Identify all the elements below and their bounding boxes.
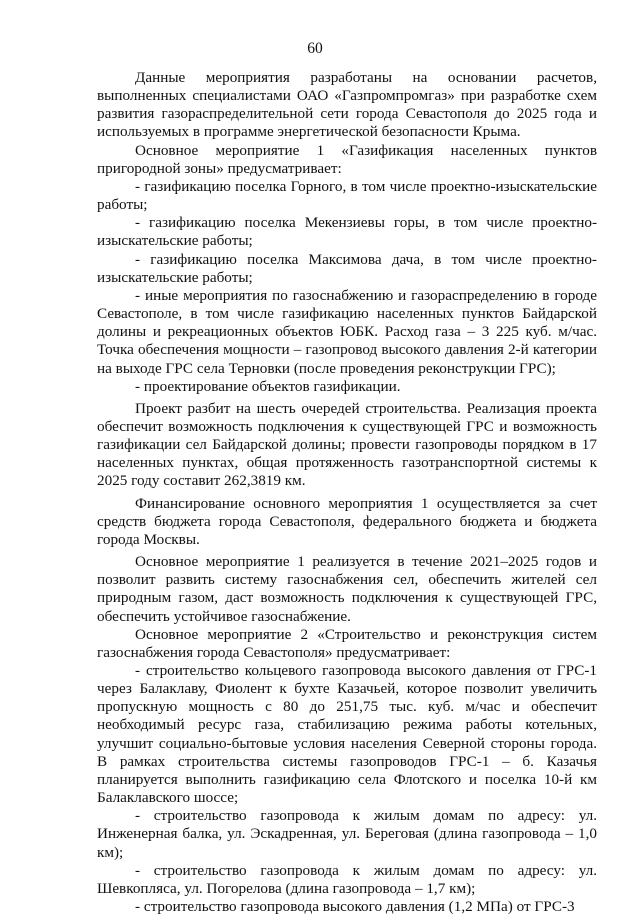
paragraph-intro: Данные мероприятия разработаны на основании расчетов, выполненных специалистами ОАО «Газпромпромгаз» при разработке схем развития газораспределительной сети города Севастополя до 2025 года и используемых в программе энергетической безопасности Крыма. — [97, 69, 597, 141]
list-item-mekenzievy-gory: - газификацию поселка Мекензиевы горы, в том числе проектно-изыскательские работы; — [97, 214, 597, 250]
list-item-maksimova-dacha: - газификацию поселка Максимова дача, в том числе проектно-изыскательские работы; — [97, 250, 597, 286]
page-number: 60 — [307, 40, 323, 57]
paragraph-project-stages: Проект разбит на шесть очередей строительства. Реализация проекта обеспечит возможность подключения к существующей ГРС и возможность газификации сел Байдарской долины; провести газопроводы порядком в 17 населенных пунктах, общая протяженность газотранспортной системы к 2025 году составит 262,3819 км. — [97, 399, 597, 490]
list-item-shevkoplyasa: - строительство газопровода к жилым домам по адресу: ул. Шевкопляса, ул. Погорелова (длина газопровода – 1,7 км); — [97, 861, 597, 897]
list-item-high-pressure-pipeline: - строительство газопровода высокого давления (1,2 МПа) от ГРС-3 — [135, 898, 575, 916]
paragraph-financing: Финансирование основного мероприятия 1 осуществляется за счет средств бюджета города Севастополя, федерального бюджета и бюджета города Москвы. — [97, 494, 597, 548]
list-item-inzhenernaya-balka: - строительство газопровода к жилым домам по адресу: ул. Инженерная балка, ул. Эскадренная, ул. Береговая (длина газопровода – 1,0 км); — [97, 807, 597, 861]
document-body — [97, 69, 597, 916]
paragraph-implementation: Основное мероприятие 1 реализуется в течение 2021–2025 годов и позволит развить систему газоснабжения сел, обеспечить жителей сел природным газом, даст возможность подключения к существующей ГРС, обеспечить устойчивое газоснабжение. — [97, 553, 597, 625]
list-item-design: - проектирование объектов газификации. — [135, 377, 401, 395]
paragraph-measure-2-heading: Основное мероприятие 2 «Строительство и реконструкция систем газоснабжения города Севастополя» предусматривает: — [97, 625, 597, 661]
list-item-gorny: - газификацию поселка Горного, в том числе проектно-изыскательские работы; — [97, 177, 597, 214]
list-item-other-measures: - иные мероприятия по газоснабжению и газораспределению в городе Севастополе, в том числе газификацию населенных пунктов Байдарской долины и рекреационных объектов ЮБК. Расход газа – 3 225 куб. м/час. Точка обеспечения мощности – газопровод высокого давления 2-й категории на выходе ГРС села Терновки (после проведения реконструкции ГРС); — [97, 286, 597, 377]
list-item-ring-pipeline: - строительство кольцевого газопровода высокого давления от ГРС-1 через Балаклаву, Фиолент к бухте Казачьей, которое позволит увеличить пропускную мощность с 80 до 251,75 тыс. куб. м/час и обеспечит необходимый ресурс газа, стабилизацию режима работы котельных, улучшит социально-бытовые условия населения Северной стороны города. В рамках строительства системы газопроводов ГРС-1 – б. Казачья планируется выполнить газификацию села Флотского и поселка 10-й км Балаклавского шоссе; — [97, 662, 597, 807]
paragraph-measure-1-heading: Основное мероприятие 1 «Газификация населенных пунктов пригородной зоны» предусматривает: — [97, 141, 597, 177]
